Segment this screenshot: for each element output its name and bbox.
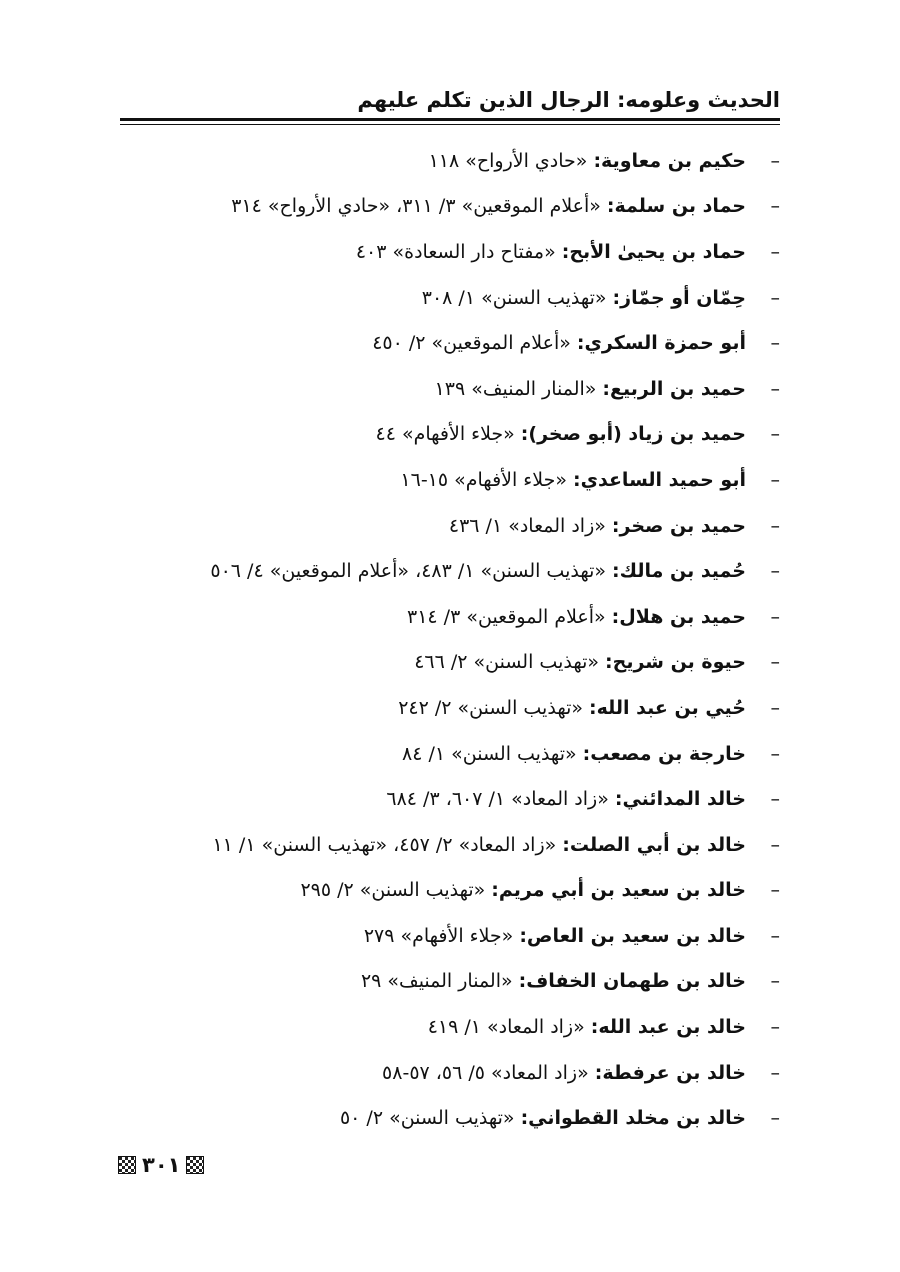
index-entry: [120, 275, 780, 321]
entry-name: حميد بن زياد (أبو صخر): [528, 423, 746, 446]
entry-name: حميد بن هلال: [619, 605, 746, 628]
entry-sources: «تهذيب السنن» ١/ ٨٤: [402, 742, 577, 765]
dash-icon: –: [770, 1061, 780, 1084]
entry-separator: :: [576, 332, 585, 355]
entry-name: حكيم بن معاوية: [601, 149, 746, 172]
dash-icon: –: [770, 377, 780, 400]
entry-name: أبو حميد الساعدي: [580, 468, 746, 491]
page-footer: [118, 1150, 204, 1180]
entry-separator: :: [611, 605, 620, 628]
diamond-ornament-icon: [118, 1156, 136, 1174]
entry-sources: «زاد المعاد» ١/ ٦٠٧، ٣/ ٦٨٤: [386, 788, 609, 811]
entry-separator: :: [614, 788, 623, 811]
dash-icon: –: [770, 286, 780, 309]
entry-name: خالد بن طهمان الخفاف: [526, 970, 746, 993]
dash-icon: –: [770, 195, 780, 218]
entry-sources: «أعلام الموقعين» ٢/ ٤٥٠: [372, 332, 571, 355]
dash-icon: –: [770, 1016, 780, 1039]
dash-icon: –: [770, 788, 780, 811]
entry-name: خالد بن سعيد بن العاص: [526, 924, 746, 947]
dash-icon: –: [770, 970, 780, 993]
diamond-ornament-icon: [186, 1156, 204, 1174]
entry-separator: :: [589, 696, 597, 719]
dash-icon: –: [770, 879, 780, 902]
entry-sources: «جلاء الأفهام» ٤٤: [375, 423, 515, 446]
entry-name: خارجة بن مصعب: [590, 742, 746, 765]
entry-separator: :: [593, 149, 602, 172]
entry-separator: :: [562, 833, 570, 856]
entry-sources: «حادي الأرواح» ١١٨: [428, 149, 588, 172]
entry-name: حميد بن الربيع: [610, 377, 746, 400]
index-entry: [120, 594, 780, 640]
dash-icon: –: [770, 332, 780, 355]
entry-sources: «مفتاح دار السعادة» ٤٠٣: [355, 240, 556, 263]
index-entry: [120, 776, 780, 822]
entry-separator: :: [561, 240, 570, 263]
dash-icon: –: [770, 605, 780, 628]
entry-sources: «تهذيب السنن» ٢/ ٢٩٥: [300, 879, 486, 902]
dash-icon: –: [770, 1107, 780, 1130]
header-rule-thick: [120, 118, 780, 121]
entry-name: خالد بن عبد الله: [598, 1016, 746, 1039]
entry-separator: :: [606, 195, 615, 218]
entry-separator: :: [520, 1107, 529, 1130]
entry-sources: «المنار المنيف» ٢٩: [360, 970, 513, 993]
dash-icon: –: [770, 696, 780, 719]
dash-icon: –: [770, 924, 780, 947]
index-list: [120, 138, 780, 1141]
page-number: ٣٠١: [142, 1153, 181, 1177]
entry-separator: :: [518, 970, 527, 993]
index-entry: [120, 320, 780, 366]
index-entry: [120, 913, 780, 959]
dash-icon: –: [770, 560, 780, 583]
index-entry: [120, 959, 780, 1005]
entry-separator: :: [590, 1016, 599, 1039]
index-entry: [120, 822, 780, 868]
entry-name: حماد بن يحيىٰ الأبح: [569, 240, 746, 263]
entry-name: خالد بن سعيد بن أبي مريم: [498, 879, 746, 902]
entry-separator: :: [612, 286, 621, 309]
header-rule-thin: [120, 124, 780, 125]
entry-sources: «تهذيب السنن» ١/ ٤٨٣، «أعلام الموقعين» ٤/ ٥٠٦: [210, 560, 607, 583]
entry-name: حميد بن صخر: [619, 514, 746, 537]
entry-sources: «تهذيب السنن» ٢/ ٥٠: [339, 1107, 515, 1130]
index-entry: [120, 184, 780, 230]
entry-separator: :: [594, 1061, 603, 1084]
running-header: الحديث وعلومه: الرجال الذين تكلم عليهم: [357, 88, 780, 112]
entry-name: خالد بن عرفطة: [602, 1061, 746, 1084]
entry-name: خالد بن مخلد القطواني: [528, 1107, 746, 1130]
entry-separator: :: [491, 879, 499, 902]
index-entry: [120, 366, 780, 412]
entry-name: خالد المدائني: [622, 788, 746, 811]
entry-name: خالد بن أبي الصلت: [569, 833, 746, 856]
entry-sources: «زاد المعاد» ٥/ ٥٦، ٥٧-٥٨: [382, 1061, 589, 1084]
index-entry: [120, 229, 780, 275]
index-entry: [120, 731, 780, 777]
entry-name: حِمّان أو جمّاز: [620, 286, 746, 309]
dash-icon: –: [770, 833, 780, 856]
entry-sources: «أعلام الموقعين» ٣/ ٣١٤: [407, 605, 606, 628]
entry-name: أبو حمزة السكري: [584, 332, 746, 355]
entry-name: حماد بن سلمة: [614, 195, 746, 218]
entry-sources: «أعلام الموقعين» ٣/ ٣١١، «حادي الأرواح» ٣١٤: [231, 195, 601, 218]
entry-separator: :: [612, 560, 620, 583]
entry-name: حُيي بن عبد الله: [596, 696, 746, 719]
index-entry: [120, 138, 780, 184]
index-entry: [120, 868, 780, 914]
dash-icon: –: [770, 742, 780, 765]
dash-icon: –: [770, 468, 780, 491]
index-entry: [120, 685, 780, 731]
index-entry: [120, 640, 780, 686]
index-entry: [120, 1050, 780, 1096]
entry-sources: «زاد المعاد» ٢/ ٤٥٧، «تهذيب السنن» ١/ ١١: [212, 833, 557, 856]
entry-sources: «تهذيب السنن» ٢/ ٢٤٢: [398, 696, 583, 719]
entry-separator: :: [582, 742, 591, 765]
entry-separator: :: [520, 423, 529, 446]
index-entry: [120, 1095, 780, 1141]
entry-separator: :: [611, 514, 620, 537]
entry-sources: «المنار المنيف» ١٣٩: [434, 377, 597, 400]
entry-sources: «زاد المعاد» ١/ ٤٣٦: [448, 514, 606, 537]
index-entry: [120, 503, 780, 549]
entry-sources: «جلاء الأفهام» ٢٧٩: [363, 924, 514, 947]
entry-separator: :: [605, 651, 613, 674]
entry-name: حُميد بن مالك: [619, 560, 746, 583]
index-entry: [120, 457, 780, 503]
entry-sources: «تهذيب السنن» ١/ ٣٠٨: [421, 286, 607, 309]
index-entry: [120, 1004, 780, 1050]
index-entry: [120, 548, 780, 594]
entry-separator: :: [602, 377, 611, 400]
entry-name: حيوة بن شريح: [612, 651, 746, 674]
dash-icon: –: [770, 149, 780, 172]
entry-separator: :: [572, 468, 581, 491]
entry-sources: «جلاء الأفهام» ١٥-١٦: [400, 468, 567, 491]
dash-icon: –: [770, 651, 780, 674]
entry-sources: «زاد المعاد» ١/ ٤١٩: [427, 1016, 585, 1039]
index-entry: [120, 412, 780, 458]
entry-separator: :: [519, 924, 527, 947]
dash-icon: –: [770, 514, 780, 537]
dash-icon: –: [770, 240, 780, 263]
dash-icon: –: [770, 423, 780, 446]
entry-sources: «تهذيب السنن» ٢/ ٤٦٦: [414, 651, 600, 674]
